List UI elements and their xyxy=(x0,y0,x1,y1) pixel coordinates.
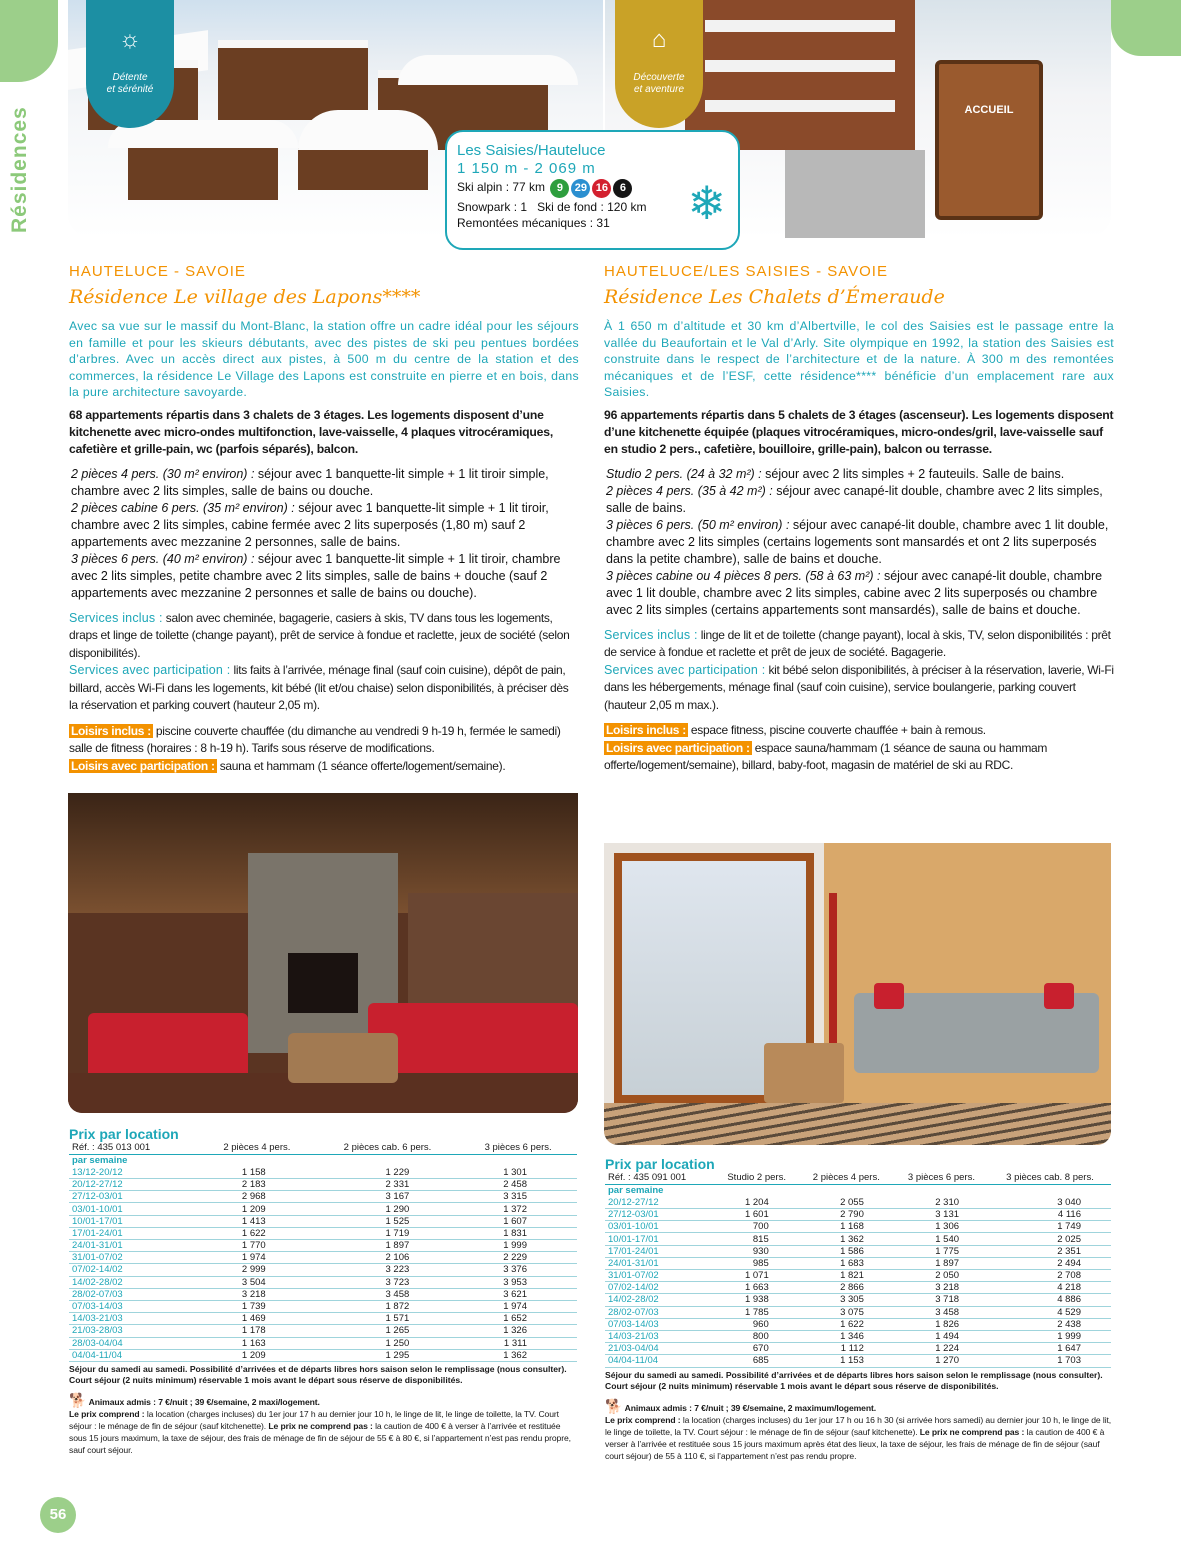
price-period: 04/04-11/04 xyxy=(69,1349,198,1361)
price-value: 1 703 xyxy=(989,1355,1111,1367)
price-row xyxy=(69,1252,577,1264)
price-value: 1 362 xyxy=(799,1233,894,1245)
living-room-photo xyxy=(604,843,1111,1145)
price-value: 1 683 xyxy=(799,1257,894,1269)
price-value: 3 504 xyxy=(198,1276,316,1288)
price-value: 1 071 xyxy=(715,1270,799,1282)
price-row xyxy=(69,1325,577,1337)
price-period: 27/12-03/01 xyxy=(69,1191,198,1203)
price-row xyxy=(605,1355,1111,1367)
left-apartments: 68 appartements répartis dans 3 chalets de 3 étages. Les logements disposent d’une kitchenette avec micro-ondes multifonction, lave-vaisselle, 4 plaques vitrocéramiques, cafetière et grille-pain, wc (parfois séparés), balcon. xyxy=(69,407,554,456)
right-title: Résidence Les Chalets d’Émeraude xyxy=(604,286,945,308)
price-value: 1 346 xyxy=(799,1330,894,1342)
left-services: Services inclus : salon avec cheminée, bagagerie, casiers à skis, TV dans tous les logements, draps et linge de toilette (change payant), prêt de service à fondue et raclette, jeux de société (selon disponibilités). Services avec participation : lits faits à l’arrivée, ménage final (sauf coin cuisine), dépôt de pain, billard, accès Wi-Fi dans les logements, kit bébé (lit et/ou chaise) selon disponibilités, à préciser dès la réservation et parking couvert (hauteur 2,05 m). xyxy=(69,610,570,713)
price-row xyxy=(605,1343,1111,1355)
page-number: 56 xyxy=(40,1497,76,1533)
price-period: 24/01-31/01 xyxy=(605,1257,715,1269)
left-intro: Avec sa vue sur le massif du Mont-Blanc, la station offre un cadre idéal pour les séjours en famille et pour les skieurs débutants, avec des pistes de ski peu pentues bordées d’arbres. Avec un accès direct aux pistes, à 500 m du centre de la station et des commerces, la résidence Le Village des Lapons est construite en pierre et en bois, dans la pure architecture savoyarde. xyxy=(69,319,579,400)
price-value: 3 953 xyxy=(459,1276,577,1288)
price-value: 3 458 xyxy=(894,1306,989,1318)
right-intro: À 1 650 m d’altitude et 30 km d’Albertville, le col des Saisies est le passage entre la vallée du Beaufortain et le Val d’Arly. Site olympique en 1992, la station des Saisies est construite dans le respect de l’architecture et de la nature. À 300 m des remontées mécaniques et de l’ESF, cette résidence**** bénéficie d’un emplacement rare aux Saisies. xyxy=(604,319,1114,400)
price-row xyxy=(605,1306,1111,1318)
price-value: 1 224 xyxy=(894,1343,989,1355)
badge-decouverte: ⌂ Découverte et aventure xyxy=(615,0,703,128)
price-value: 2 055 xyxy=(799,1196,894,1208)
sun-icon: ☼ xyxy=(119,26,141,53)
price-value: 2 438 xyxy=(989,1318,1111,1330)
price-value: 1 974 xyxy=(198,1252,316,1264)
price-value: 670 xyxy=(715,1343,799,1355)
lodging-item: 2 pièces 4 pers. (30 m² environ) : séjour avec 1 banquette-lit simple + 1 lit tiroir simple, chambre avec 2 lits simples, salle de bains ou douche. xyxy=(71,466,549,498)
lodging-item: 2 pièces cabine 6 pers. (35 m² environ) : séjour avec 1 banquette-lit simple + 1 lit tiroir, chambre avec 2 lits simples, cabine fermée avec 2 lits superposés (1,80 m) sauf 2 appartements avec mezzanine 2 personnes, salle de bains. xyxy=(71,500,549,549)
price-value: 2 183 xyxy=(198,1179,316,1191)
left-title: Résidence Le village des Lapons**** xyxy=(69,286,421,308)
price-value: 1 821 xyxy=(799,1270,894,1282)
price-value: 4 886 xyxy=(989,1294,1111,1306)
price-row xyxy=(69,1288,577,1300)
left-lodgings xyxy=(69,466,579,602)
left-note: Séjour du samedi au samedi. Possibilité d’arrivées et de départs libres hors saison selon le remplissage (nous consulter). Court séjour (2 nuits minimum) réservable 1 mois avant le départ sous réserve de disponibilités. xyxy=(69,1363,567,1385)
price-row xyxy=(69,1203,577,1215)
price-value: 1 362 xyxy=(459,1349,577,1361)
price-value: 1 775 xyxy=(894,1245,989,1257)
price-value: 1 652 xyxy=(459,1313,577,1325)
left-price-block xyxy=(69,1126,579,1456)
lodging-item: Studio 2 pers. (24 à 32 m²) : séjour avec 2 lits simples + 2 fauteuils. Salle de bains. xyxy=(606,466,1065,481)
price-value: 1 571 xyxy=(316,1313,460,1325)
price-period: 17/01-24/01 xyxy=(69,1227,198,1239)
price-value: 800 xyxy=(715,1330,799,1342)
lodging-item: 3 pièces 6 pers. (40 m² environ) : séjour avec 1 banquette-lit simple + 1 lit tiroir, chambre avec 2 lits simples, petite chambre avec 2 lits simples, salle de bains + douche (sauf 2 appartements avec mezzanine 2 personnes et salle de bains ou douche). xyxy=(71,551,561,600)
price-value: 1 158 xyxy=(198,1166,316,1178)
price-row xyxy=(605,1196,1111,1208)
price-value: 2 351 xyxy=(989,1245,1111,1257)
price-value: 2 310 xyxy=(894,1196,989,1208)
price-row xyxy=(605,1270,1111,1282)
dog-icon: 🐕 xyxy=(69,1391,87,1408)
price-value: 3 075 xyxy=(799,1306,894,1318)
price-value: 4 218 xyxy=(989,1282,1111,1294)
price-value: 1 229 xyxy=(316,1166,460,1178)
price-row xyxy=(605,1257,1111,1269)
price-value: 1 999 xyxy=(989,1330,1111,1342)
price-period: 10/01-17/01 xyxy=(69,1215,198,1227)
left-price-title: Prix par location xyxy=(69,1126,179,1142)
price-value: 1 326 xyxy=(459,1325,577,1337)
price-row xyxy=(69,1276,577,1288)
dog-icon: 🐕 xyxy=(605,1397,623,1414)
right-lodgings xyxy=(604,466,1114,619)
price-value: 3 376 xyxy=(459,1264,577,1276)
price-value: 1 311 xyxy=(459,1337,577,1349)
price-value: 1 178 xyxy=(198,1325,316,1337)
price-value: 1 622 xyxy=(799,1318,894,1330)
price-period: 20/12-27/12 xyxy=(69,1179,198,1191)
left-footnote: 🐕 Animaux admis : 7 €/nuit ; 39 €/semaine, 2 maxi/logement. Le prix comprend : la location (charges incluses) du 1er jour 17 h au dernier jour 10 h, le linge de lit, le linge de toilette, la TV. Court séjour : le ménage de fin de séjour (sauf kitchenette). Le prix ne comprend pas : la caution de 400 € à verser à l’arrivée et restituée sous 15 jours maximum, la taxe de séjour, des frais de ménage de fin de séjour de 55 € à 80 €, si l’appartement n’est pas rendu propre, sauf court séjour. xyxy=(69,1391,571,1455)
price-period: 17/01-24/01 xyxy=(605,1245,715,1257)
price-value: 3 218 xyxy=(894,1282,989,1294)
price-value: 3 458 xyxy=(316,1288,460,1300)
price-value: 1 295 xyxy=(316,1349,460,1361)
price-row xyxy=(605,1294,1111,1306)
price-value: 2 790 xyxy=(799,1209,894,1221)
price-value: 1 897 xyxy=(316,1240,460,1252)
right-footnote: 🐕 Animaux admis : 7 €/nuit ; 39 €/semaine, 2 maximum/logement. Le prix comprend : la location (charges incluses) du 1er jour 17 h ou 16 h 30 (si arrivée hors samedi) au dernier jour 10 h, le linge de lit, le linge de toilette, la TV. Court séjour : le ménage de fin de séjour (sauf kitchenette). Le prix ne comprend pas : la caution de 400 € à verser à l’arrivée et restituée sous 15 jours maximum après état des lieux, la taxe de séjour, les frais de ménage de fin de séjour (sauf court séjour) de 55 à 110 €, si l’appartement n’est pas rendu propre. xyxy=(605,1397,1112,1461)
blue-pistes-count: 29 xyxy=(571,179,590,198)
right-region: HAUTELUCE/LES SAISIES - SAVOIE xyxy=(604,263,888,280)
price-row xyxy=(69,1240,577,1252)
price-value: 1 826 xyxy=(894,1318,989,1330)
price-row xyxy=(69,1349,577,1361)
right-price-block xyxy=(605,1156,1115,1462)
price-value: 1 209 xyxy=(198,1349,316,1361)
price-value: 3 131 xyxy=(894,1209,989,1221)
price-value: 1 290 xyxy=(316,1203,460,1215)
price-value: 960 xyxy=(715,1318,799,1330)
price-row xyxy=(69,1313,577,1325)
price-value: 1 372 xyxy=(459,1203,577,1215)
price-value: 1 209 xyxy=(198,1203,316,1215)
remontees-line: Remontées mécaniques : 31 xyxy=(457,216,610,230)
price-value: 4 116 xyxy=(989,1209,1111,1221)
right-price-title: Prix par location xyxy=(605,1156,715,1172)
price-value: 3 305 xyxy=(799,1294,894,1306)
price-row xyxy=(605,1233,1111,1245)
backpack-icon: ⌂ xyxy=(651,26,667,53)
price-period: 31/01-07/02 xyxy=(605,1270,715,1282)
price-row xyxy=(605,1282,1111,1294)
lodging-item: 2 pièces 4 pers. (35 à 42 m²) : séjour avec canapé-lit double, chambre avec 2 lits simples, salle de bains. xyxy=(606,483,1103,515)
price-value: 1 770 xyxy=(198,1240,316,1252)
price-row xyxy=(605,1221,1111,1233)
price-value: 1 872 xyxy=(316,1300,460,1312)
sidebar-tab xyxy=(0,0,58,82)
price-value: 2 025 xyxy=(989,1233,1111,1245)
price-value: 1 785 xyxy=(715,1306,799,1318)
price-period: 20/12-27/12 xyxy=(605,1196,715,1208)
price-value: 1 153 xyxy=(799,1355,894,1367)
price-value: 1 250 xyxy=(316,1337,460,1349)
price-value: 1 601 xyxy=(715,1209,799,1221)
price-value: 1 739 xyxy=(198,1300,316,1312)
price-value: 1 622 xyxy=(198,1227,316,1239)
price-period: 14/02-28/02 xyxy=(605,1294,715,1306)
badge-detente: ☼ Détente et sérénité xyxy=(86,0,174,128)
corner-tab xyxy=(1111,0,1181,56)
section-label: Résidences xyxy=(8,106,31,234)
price-value: 1 494 xyxy=(894,1330,989,1342)
price-value: 3 040 xyxy=(989,1196,1111,1208)
price-value: 1 974 xyxy=(459,1300,577,1312)
price-period: 10/01-17/01 xyxy=(605,1233,715,1245)
price-period: 14/02-28/02 xyxy=(69,1276,198,1288)
price-period: 24/01-31/01 xyxy=(69,1240,198,1252)
right-residence xyxy=(604,263,1114,775)
black-pistes-count: 6 xyxy=(613,179,632,198)
price-row xyxy=(69,1166,577,1178)
green-pistes-count: 9 xyxy=(550,179,569,198)
lounge-photo xyxy=(68,793,578,1113)
price-period: 28/02-07/03 xyxy=(69,1288,198,1300)
price-value: 1 301 xyxy=(459,1166,577,1178)
price-value: 2 331 xyxy=(316,1179,460,1191)
price-period: 14/03-21/03 xyxy=(69,1313,198,1325)
ski-alpin-line: Ski alpin : 77 km 9 29 16 6 xyxy=(457,179,728,198)
price-row xyxy=(605,1330,1111,1342)
price-value: 1 607 xyxy=(459,1215,577,1227)
price-value: 3 167 xyxy=(316,1191,460,1203)
right-note: Séjour du samedi au samedi. Possibilité d’arrivées et de départs libres hors saison selon le remplissage (nous consulter). Court séjour (2 nuits minimum) réservable 1 mois avant le départ sous réserve de disponibilités. xyxy=(605,1369,1103,1391)
price-row xyxy=(69,1191,577,1203)
price-row xyxy=(69,1337,577,1349)
price-value: 1 586 xyxy=(799,1245,894,1257)
snowpark-line: Snowpark : 1 Ski de fond : 120 km xyxy=(457,200,647,214)
price-value: 3 621 xyxy=(459,1288,577,1300)
price-value: 2 458 xyxy=(459,1179,577,1191)
price-value: 2 494 xyxy=(989,1257,1111,1269)
right-services: Services inclus : linge de lit et de toilette (change payant), local à skis, TV, selon disponibilités : prêt de service à fondue et raclette et prêt de jeux de société. Bagagerie. Services avec participation : kit bébé selon disponibilités, à préciser à la réservation, laverie, Wi-Fi dans les hébergements, ménage final (sauf coin cuisine), service boulangerie, parking couvert (hauteur 2,05 m max.). xyxy=(604,627,1114,712)
price-period: 21/03-04/04 xyxy=(605,1343,715,1355)
price-value: 2 106 xyxy=(316,1252,460,1264)
price-row xyxy=(69,1179,577,1191)
price-value: 1 719 xyxy=(316,1227,460,1239)
resort-info-box xyxy=(445,130,740,250)
price-period: 14/03-21/03 xyxy=(605,1330,715,1342)
price-period: 28/03-04/04 xyxy=(69,1337,198,1349)
price-period: 21/03-28/03 xyxy=(69,1325,198,1337)
price-value: 1 525 xyxy=(316,1215,460,1227)
price-value: 2 866 xyxy=(799,1282,894,1294)
right-apartments: 96 appartements répartis dans 5 chalets de 3 étages (ascenseur). Les logements disposent d’une kitchenette équipée (plaques vitrocéramiques, micro-ondes/gril, lave-vaisselle sauf en studio 2 pers., cafetière, bouilloire, grille-pain), balcon ou terrasse. xyxy=(604,407,1114,456)
price-value: 1 413 xyxy=(198,1215,316,1227)
price-period: 28/02-07/03 xyxy=(605,1306,715,1318)
price-value: 700 xyxy=(715,1221,799,1233)
price-value: 1 168 xyxy=(799,1221,894,1233)
price-value: 2 968 xyxy=(198,1191,316,1203)
resort-altitude: 1 150 m - 2 069 m xyxy=(457,160,596,177)
left-price-table: Réf. : 435 013 001 2 pièces 4 pers. 2 pièces cab. 6 pers. 3 pièces 6 pers. par semaine 13/12-20/12 1 158 1 229 1 301 20/12-27/12 2 183 2 331 2 458 27/12-03/01 2 968 3 167 3 315 03/01-10/01 1 209 1 290 1 372 10/01-17/01 1 413 1 525 1 607 17/01-24/01 1 622 1 719 1 831 24/01-31/01 1 770 1 897 1 999 31/01-07/02 1 974 2 106 2 229 07/02-14/02 2 999 3 223 3 376 14/02-28/02 3 504 3 723 3 953 28/02-07/03 3 218 3 458 3 621 07/03-14/03 1 739 1 872 1 974 14/03-21/03 1 469 1 571 1 652 21/03-28/03 1 178 1 265 1 326 28/03-04/04 1 163 1 250 1 311 04/04-11/04 1 209 1 295 1 362 xyxy=(69,1142,577,1362)
price-value: 2 229 xyxy=(459,1252,577,1264)
price-row xyxy=(69,1300,577,1312)
price-value: 685 xyxy=(715,1355,799,1367)
snowflake-icon: ❄ xyxy=(687,177,726,229)
price-row xyxy=(605,1245,1111,1257)
price-row xyxy=(605,1209,1111,1221)
price-period: 07/02-14/02 xyxy=(69,1264,198,1276)
price-value: 1 897 xyxy=(894,1257,989,1269)
price-row xyxy=(69,1264,577,1276)
price-period: 13/12-20/12 xyxy=(69,1166,198,1178)
left-loisirs: Loisirs inclus : piscine couverte chauffée (du dimanche au vendredi 9 h-19 h, fermée le samedi) salle de fitness (horaires : 8 h-19 h). Tarifs sous réserve de modifications. Loisirs avec participation : sauna et hammam (1 séance offerte/logement/semaine). xyxy=(69,723,561,773)
left-residence xyxy=(69,263,579,775)
lodging-item: 3 pièces cabine ou 4 pièces 8 pers. (58 à 63 m²) : séjour avec canapé-lit double, chambre avec 1 lit double, chambre avec 2 lits simples, cabine avec 2 lits superposés ou chambre avec 2 lits simples (certains appartements sont mansardés), salle de bains et douche. xyxy=(606,568,1103,617)
price-value: 1 306 xyxy=(894,1221,989,1233)
price-row xyxy=(69,1227,577,1239)
resort-name: Les Saisies/Hauteluce xyxy=(457,142,606,159)
price-value: 3 223 xyxy=(316,1264,460,1276)
price-value: 3 315 xyxy=(459,1191,577,1203)
price-period: 07/03-14/03 xyxy=(605,1318,715,1330)
price-value: 1 540 xyxy=(894,1233,989,1245)
price-period: 07/03-14/03 xyxy=(69,1300,198,1312)
price-value: 2 050 xyxy=(894,1270,989,1282)
price-value: 1 270 xyxy=(894,1355,989,1367)
price-period: 31/01-07/02 xyxy=(69,1252,198,1264)
price-value: 3 218 xyxy=(198,1288,316,1300)
price-period: 03/01-10/01 xyxy=(69,1203,198,1215)
price-value: 1 469 xyxy=(198,1313,316,1325)
price-value: 815 xyxy=(715,1233,799,1245)
price-value: 930 xyxy=(715,1245,799,1257)
price-value: 1 204 xyxy=(715,1196,799,1208)
price-value: 1 749 xyxy=(989,1221,1111,1233)
price-value: 2 708 xyxy=(989,1270,1111,1282)
price-value: 1 938 xyxy=(715,1294,799,1306)
price-row xyxy=(605,1318,1111,1330)
price-period: 27/12-03/01 xyxy=(605,1209,715,1221)
lodging-item: 3 pièces 6 pers. (50 m² environ) : séjour avec canapé-lit double, chambre avec 1 lit double, chambre avec 2 lits simples (certains logements sont mansardés et ont 2 lits superposés dans la petite chambre), salle de bains et douche. xyxy=(606,517,1109,566)
price-value: 1 831 xyxy=(459,1227,577,1239)
price-period: 07/02-14/02 xyxy=(605,1282,715,1294)
price-value: 1 663 xyxy=(715,1282,799,1294)
left-region: HAUTELUCE - SAVOIE xyxy=(69,263,246,280)
red-pistes-count: 16 xyxy=(592,179,611,198)
accueil-sign: ACCUEIL xyxy=(964,104,1014,116)
price-value: 1 999 xyxy=(459,1240,577,1252)
price-period: 03/01-10/01 xyxy=(605,1221,715,1233)
right-price-table: Réf. : 435 091 001 Studio 2 pers. 2 pièces 4 pers. 3 pièces 6 pers. 3 pièces cab. 8 pers. par semaine 20/12-27/12 1 204 2 055 2 310 3 040 27/12-03/01 1 601 2 790 3 131 4 116 03/01-10/01 700 1 168 1 306 1 749 10/01-17/01 815 1 362 1 540 2 025 17/01-24/01 930 1 586 1 775 2 351 24/01-31/01 985 1 683 1 897 2 494 31/01-07/02 1 071 1 821 2 050 2 708 07/02-14/02 1 663 2 866 3 218 4 218 14/02-28/02 1 938 3 305 3 718 4 886 28/02-07/03 1 785 3 075 3 458 4 529 07/03-14/03 960 1 622 1 826 2 438 14/03-21/03 800 1 346 1 494 1 999 21/03-04/04 670 1 112 1 224 1 647 04/04-11/04 685 1 153 1 270 1 703 xyxy=(605,1172,1111,1368)
price-value: 1 647 xyxy=(989,1343,1111,1355)
price-value: 2 999 xyxy=(198,1264,316,1276)
price-value: 1 163 xyxy=(198,1337,316,1349)
price-value: 4 529 xyxy=(989,1306,1111,1318)
price-period: 04/04-11/04 xyxy=(605,1355,715,1367)
price-value: 985 xyxy=(715,1257,799,1269)
price-value: 3 723 xyxy=(316,1276,460,1288)
right-loisirs: Loisirs inclus : espace fitness, piscine couverte chauffée + bain à remous. Loisirs avec participation : espace sauna/hammam (1 séance de sauna ou hammam offerte/logement/semaine), billard, baby-foot, magasin de matériel de ski au RDC. xyxy=(604,723,1048,773)
price-value: 1 265 xyxy=(316,1325,460,1337)
price-value: 1 112 xyxy=(799,1343,894,1355)
price-value: 3 718 xyxy=(894,1294,989,1306)
price-row xyxy=(69,1215,577,1227)
